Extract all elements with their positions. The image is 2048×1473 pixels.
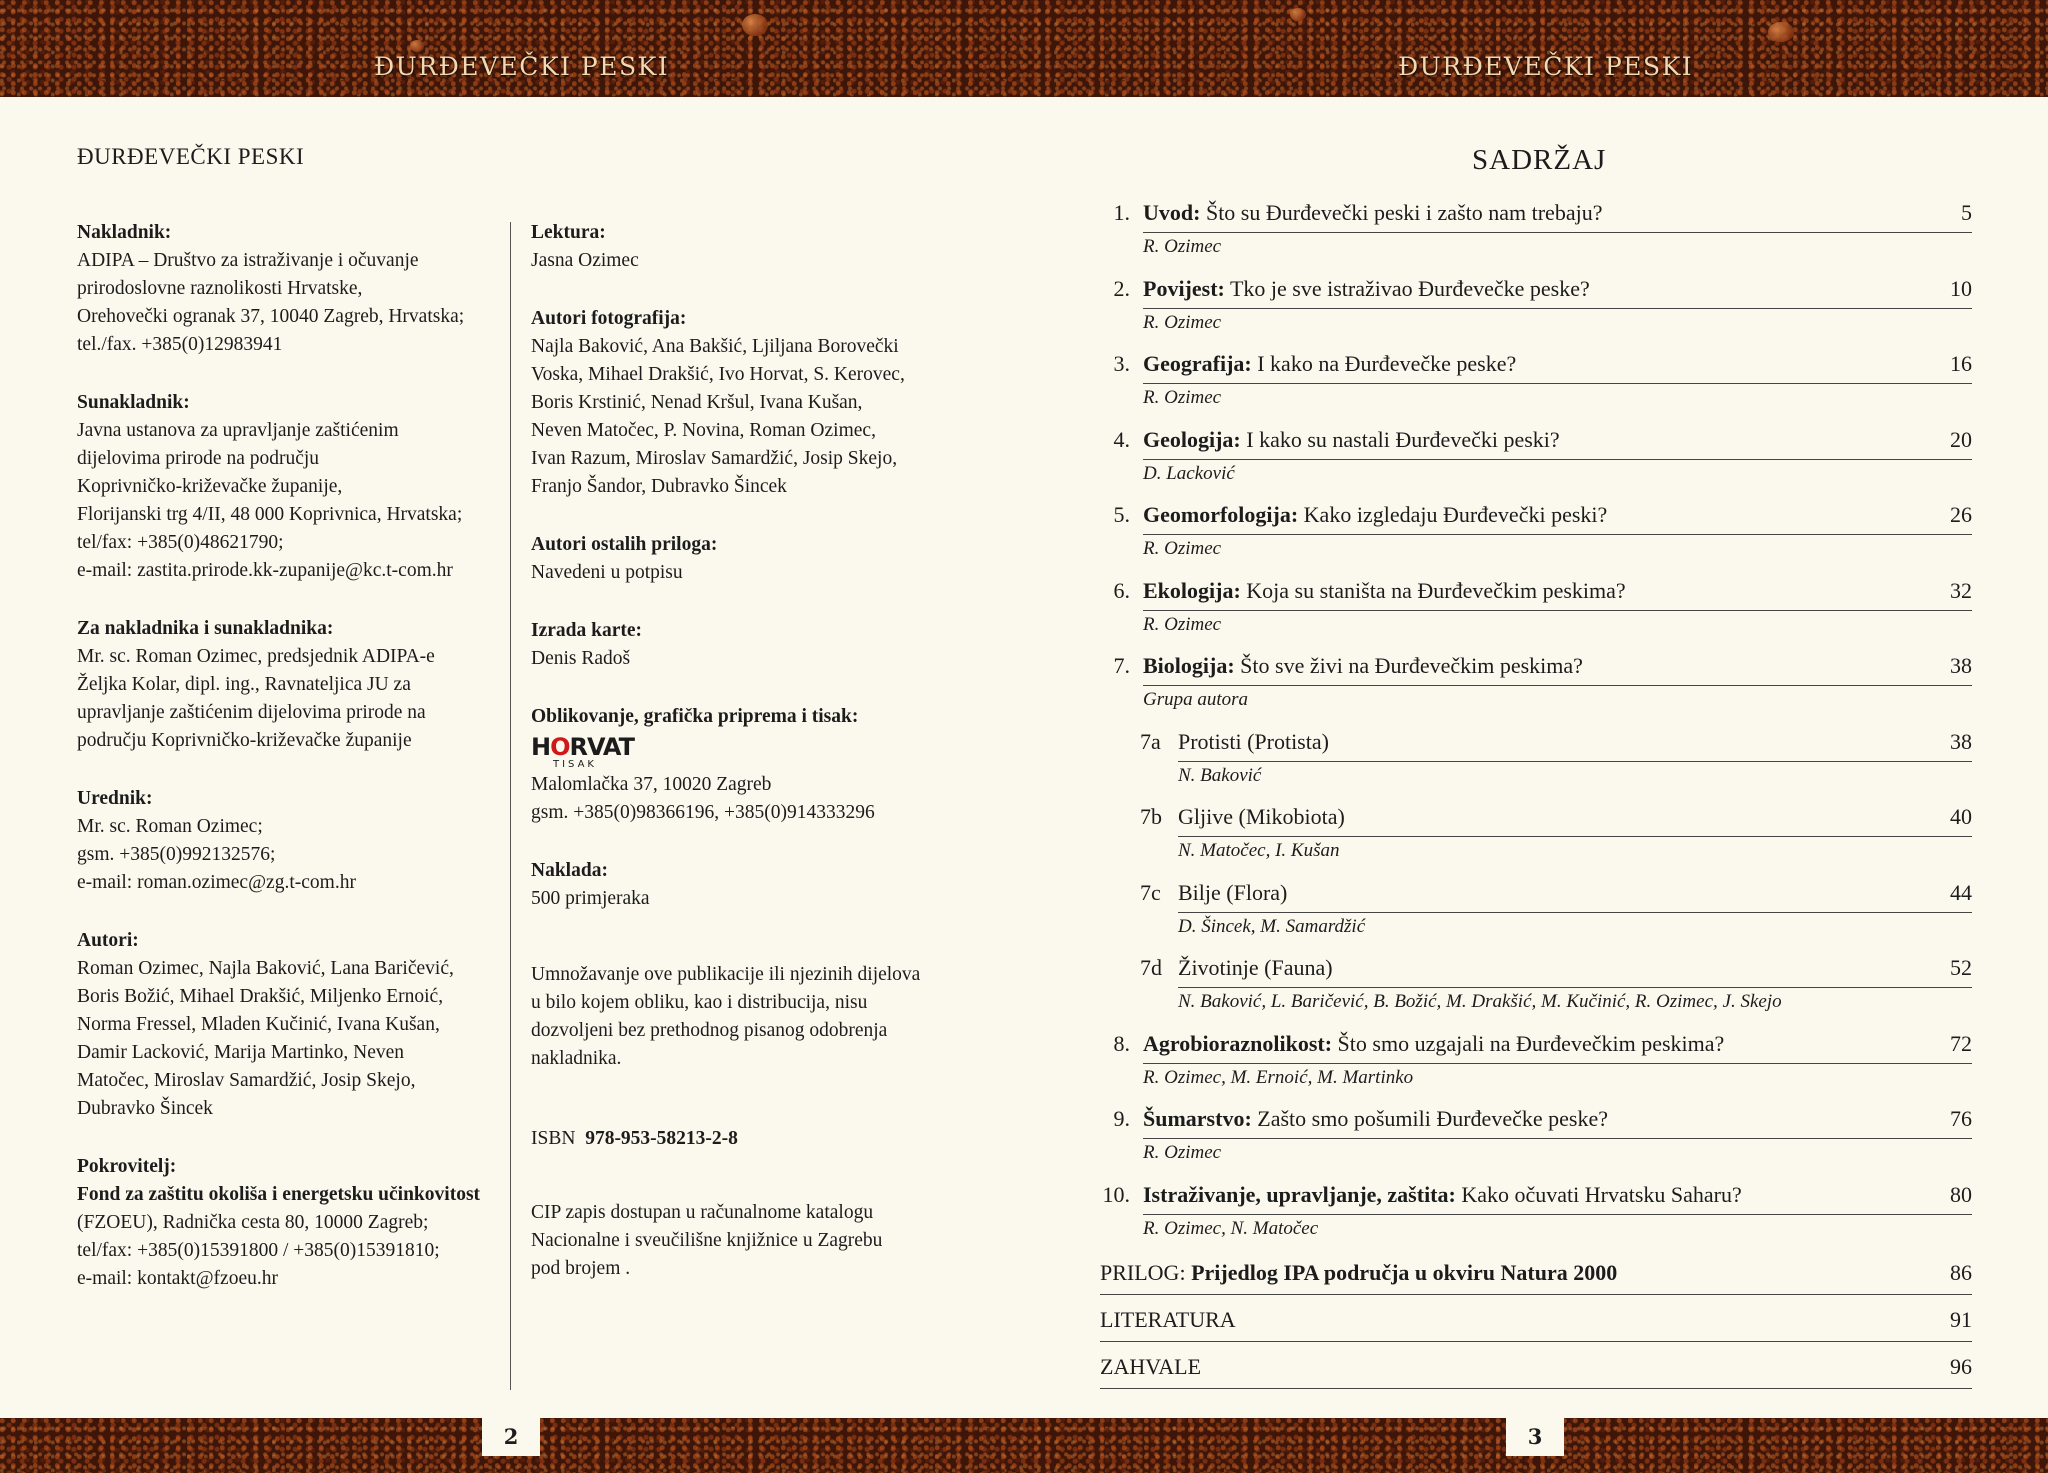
toc-entry-title: Povijest: Tko je sve istraživao Đurđevečke peske? 10 <box>1143 276 1972 309</box>
toc-entry-number: 1. <box>1113 200 1130 225</box>
page-number-left: 2 <box>482 1418 540 1456</box>
toc-entry-title: Ekologija: Koja su staništa na Đurđevečkim peskima? 32 <box>1143 578 1972 611</box>
toc-entry[interactable] <box>1100 1178 1972 1254</box>
toc-entry-authors: R. Ozimec <box>1143 311 1222 333</box>
footer-band <box>0 1418 2048 1473</box>
imprint-column-2 <box>531 219 971 1313</box>
toc-entry[interactable] <box>1100 1102 1972 1178</box>
toc-entry[interactable] <box>1100 649 1972 725</box>
toc-entry-authors: R. Ozimec <box>1143 613 1222 635</box>
toc-appendix-entry[interactable]: PRILOG: Prijedlog IPA područja u okviru Natura 2000 86 <box>1100 1260 1972 1295</box>
isbn: ISBN 978-953-58213-2-8 <box>531 1128 738 1149</box>
toc-entry-number: 7. <box>1113 653 1130 678</box>
column-divider <box>510 222 511 1390</box>
pebble-decor <box>1290 8 1306 21</box>
toc-entry-number: 9. <box>1113 1106 1130 1131</box>
design-print-block: Oblikovanje, grafička priprema i tisak: HORVAT TISAK Malomlačka 37, 10020 Zagreb gsm. +385(0)98366196, +385(0)914333296 <box>531 703 971 827</box>
page-number-right: 3 <box>1506 1418 1564 1456</box>
publisher-block: Nakladnik: ADIPA – Društvo za istraživanje i očuvanje prirodoslovne raznolikosti Hrvatske, Orehovečki ogranak 37, 10040 Zagreb, Hrvatska; tel./fax. +385(0)12983941 <box>77 222 465 355</box>
toc-entry-page: 26 <box>1950 502 1972 527</box>
toc-entry-title: Geomorfologija: Kako izgledaju Đurđevečki peski? 26 <box>1143 502 1972 535</box>
toc-entry-number: 4. <box>1113 426 1130 452</box>
toc-entry[interactable] <box>1100 498 1972 574</box>
toc-entry-title: Šumarstvo: Zašto smo pošumili Đurđevečke peske? 76 <box>1143 1106 1972 1139</box>
print-run-block: Naklada: 500 primjeraka <box>531 860 650 909</box>
toc-entry-authors: R. Ozimec <box>1143 387 1222 408</box>
page-title: ĐURĐEVEČKI PESKI <box>77 144 305 169</box>
toc-entry-authors: D. Šincek, M. Samardžić <box>1178 915 1366 937</box>
toc-entry[interactable] <box>1100 347 1972 423</box>
toc-entry-number: 7a <box>1140 728 1161 754</box>
toc-entry-page: 10 <box>1950 275 1972 301</box>
toc-entry-number: 10. <box>1102 1181 1130 1207</box>
toc-acknowledgements-entry[interactable]: ZAHVALE 96 <box>1100 1354 1972 1389</box>
toc-entry-page: 5 <box>1961 200 1972 225</box>
toc-entry-page: 20 <box>1950 426 1972 452</box>
imprint-column-1 <box>77 219 497 1323</box>
running-head-right: ĐURĐEVEČKI PESKI <box>1398 52 1694 81</box>
toc-entry-authors: R. Ozimec, M. Ernoić, M. Martinko <box>1143 1066 1414 1088</box>
toc-entry-number: 8. <box>1113 1030 1130 1056</box>
table-of-contents <box>1100 196 1972 1253</box>
toc-entry[interactable] <box>1100 423 1972 499</box>
toc-title: SADRŽAJ <box>1472 144 1607 176</box>
toc-entry-number: 5. <box>1113 502 1130 527</box>
toc-entry-authors: N. Baković, L. Baričević, B. Božić, M. Drakšić, M. Kučinić, R. Ozimec, J. Skejo <box>1178 991 1782 1012</box>
toc-entry-number: 2. <box>1113 275 1130 301</box>
toc-entry-authors: Grupa autora <box>1143 689 1249 710</box>
toc-entry[interactable] <box>1100 725 1972 801</box>
toc-entry[interactable] <box>1100 800 1972 876</box>
copublisher-block: Sunakladnik: Javna ustanova za upravljanje zaštićenim dijelovima prirode na području Koprivničko-križevačke županije, Florijanski trg 4/II, 48 000 Koprivnica, Hrvatska; tel/fax: +385(0)48621790; e-mail: zastita.prirode.kk-zupanije@kc.t-com.hr <box>77 392 463 581</box>
toc-entry-number: 7d <box>1140 955 1162 980</box>
toc-entry-authors: R. Ozimec <box>1143 538 1222 559</box>
toc-entry-page: 38 <box>1950 653 1972 678</box>
toc-entry[interactable] <box>1100 951 1972 1027</box>
toc-entry-page: 52 <box>1950 955 1972 980</box>
toc-entry-page: 40 <box>1950 804 1972 829</box>
toc-entry-title: Životinje (Fauna) 52 <box>1178 955 1972 988</box>
toc-entry-title: Geografija: I kako na Đurđevečke peske? 16 <box>1143 351 1972 384</box>
map-block: Izrada karte: Denis Radoš <box>531 620 643 669</box>
toc-entry-authors: D. Lacković <box>1143 462 1235 484</box>
toc-entry[interactable] <box>1100 196 1972 272</box>
toc-entry-number: 7c <box>1140 879 1161 905</box>
toc-entry-authors: R. Ozimec <box>1143 236 1222 257</box>
representatives-block: Za nakladnika i sunakladnika: Mr. sc. Roman Ozimec, predsjednik ADIPA-e Željka Kolar, dipl. ing., Ravnateljica JU za upravljanje zaštićenim dijelovima prirode na području Koprivničko-križevačke županije <box>77 618 435 751</box>
photographers-block: Autori fotografija: Najla Baković, Ana Bakšić, Ljiljana Borovečki Voska, Mihael Drakšić, Ivo Horvat, S. Kerovec, Boris Krstinić, Nenad Kršul, Ivana Kušan, Neven Matočec, P. Novina, Roman Ozimec, Ivan Razum, Miroslav Samardžić, Josip Skejo, Franjo Šandor, Dubravko Šincek <box>531 308 905 497</box>
toc-entry-title: Gljive (Mikobiota) 40 <box>1178 804 1972 837</box>
pebble-decor <box>1768 22 1794 42</box>
other-contributions-block: Autori ostalih priloga: Navedeni u potpisu <box>531 534 718 583</box>
horvat-logo: HORVAT <box>531 733 635 761</box>
toc-entry-authors: R. Ozimec, N. Matočec <box>1143 1217 1319 1239</box>
toc-entry-page: 38 <box>1950 728 1972 754</box>
toc-entry-number: 6. <box>1113 577 1130 603</box>
pebble-decor <box>742 14 768 36</box>
toc-entry-title: Biologija: Što sve živi na Đurđevečkim peskima? 38 <box>1143 653 1972 686</box>
sponsor-block: Pokrovitelj: Fond za zaštitu okoliša i energetsku učinkovitost (FZOEU), Radnička cesta 80, 10000 Zagreb; tel/fax: +385(0)15391800 / +385(0)15391810; e-mail: kontakt@fzoeu.hr <box>77 1156 481 1289</box>
editor-block: Urednik: Mr. sc. Roman Ozimec; gsm. +385(0)992132576; e-mail: roman.ozimec@zg.t-com.hr <box>77 788 356 893</box>
cip-notice: CIP zapis dostupan u računalnome katalogu Nacionalne i sveučilišne knjižnice u Zagrebu pod brojem . <box>531 1202 883 1279</box>
toc-entry-number: 7b <box>1140 804 1162 829</box>
toc-entry-authors: N. Baković <box>1178 764 1262 786</box>
toc-entry-authors: R. Ozimec <box>1143 1142 1222 1163</box>
toc-entry-title: Geologija: I kako su nastali Đurđevečki peski? 20 <box>1143 427 1972 460</box>
copyright-notice: Umnožavanje ove publikacije ili njezinih dijelova u bilo kojem obliku, kao i distribucija, nisu dozvoljeni bez prethodnog pisanog odobrenja nakladnika. <box>531 964 921 1069</box>
pebble-decor <box>410 40 424 52</box>
toc-entry[interactable] <box>1100 1027 1972 1103</box>
toc-entry-page: 80 <box>1950 1181 1972 1207</box>
toc-entry-title: Uvod: Što su Đurđevečki peski i zašto nam trebaju? 5 <box>1143 200 1972 233</box>
toc-entry-authors: N. Matočec, I. Kušan <box>1178 840 1340 861</box>
toc-entry[interactable] <box>1100 574 1972 650</box>
toc-entry-page: 76 <box>1950 1106 1972 1131</box>
running-head-left: ĐURĐEVEČKI PESKI <box>374 52 670 81</box>
toc-entry[interactable] <box>1100 876 1972 952</box>
toc-entry-title: Istraživanje, upravljanje, zaštita: Kako očuvati Hrvatsku Saharu? 80 <box>1143 1182 1972 1215</box>
toc-entry-page: 16 <box>1950 351 1972 376</box>
toc-entry-title: Bilje (Flora) 44 <box>1178 880 1972 913</box>
authors-block: Autori: Roman Ozimec, Najla Baković, Lana Baričević, Boris Božić, Mihael Drakšić, Miljenko Ernoić, Norma Fressel, Mladen Kučinić, Ivana Kušan, Damir Lacković, Marija Martinko, Neven Matočec, Miroslav Samardžić, Josip Skejo, Dubravko Šincek <box>77 930 454 1119</box>
toc-entry-page: 32 <box>1950 577 1972 603</box>
proofreading-block: Lektura: Jasna Ozimec <box>531 222 639 271</box>
toc-literature-entry[interactable]: LITERATURA 91 <box>1100 1307 1972 1342</box>
toc-entry-number: 3. <box>1113 351 1130 376</box>
toc-entry-title: Protisti (Protista) 38 <box>1178 729 1972 762</box>
toc-entry-page: 44 <box>1950 879 1972 905</box>
header-band <box>0 0 2048 97</box>
toc-entry-page: 72 <box>1950 1030 1972 1056</box>
toc-entry[interactable] <box>1100 272 1972 348</box>
horvat-logo-sub: TISAK <box>553 759 597 770</box>
toc-entry-title: Agrobioraznolikost: Što smo uzgajali na Đurđevečkim peskima? 72 <box>1143 1031 1972 1064</box>
